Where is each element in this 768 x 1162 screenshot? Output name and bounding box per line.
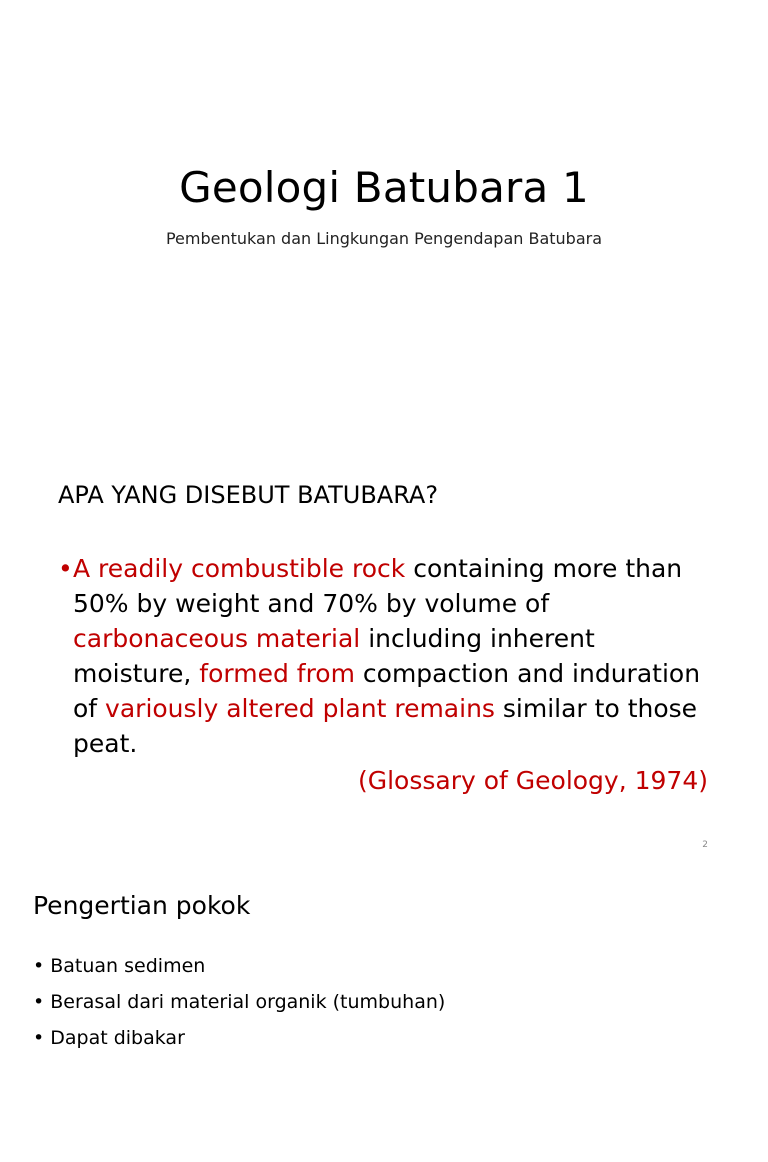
body-phrase: similar to those peat. [73,694,698,758]
body-phrase: containing more than 50% by weight and 70% by volume of [73,554,683,618]
highlight-phrase: A readily combustible rock [73,554,406,583]
bullet-marker: • [58,554,73,583]
body-phrase: including inherent moisture, [73,624,595,688]
slide-heading: Pengertian pokok [33,891,251,920]
list-item: • Dapat dibakar [33,1027,185,1049]
highlight-phrase: variously altered plant remains [105,694,495,723]
citation: (Glossary of Geology, 1974) [357,766,708,795]
slide-definition [0,430,768,862]
page-number: 2 [702,840,708,850]
definition-text [73,551,718,761]
list-item: • Batuan sedimen [33,955,206,977]
slide-key-points [0,862,768,1162]
body-phrase: compaction and induration of [73,659,701,723]
highlight-phrase: carbonaceous material [73,624,361,653]
list-item: • Berasal dari material organik (tumbuhan) [33,991,446,1013]
slide-title [0,0,768,430]
key-points-list [33,948,445,1056]
highlight-phrase: formed from [199,659,355,688]
definition-bullet [58,551,718,761]
presentation-subtitle: Pembentukan dan Lingkungan Pengendapan Batubara [165,229,603,248]
presentation-title: Geologi Batubara 1 [179,163,589,212]
slide-heading: APA YANG DISEBUT BATUBARA? [58,481,439,509]
